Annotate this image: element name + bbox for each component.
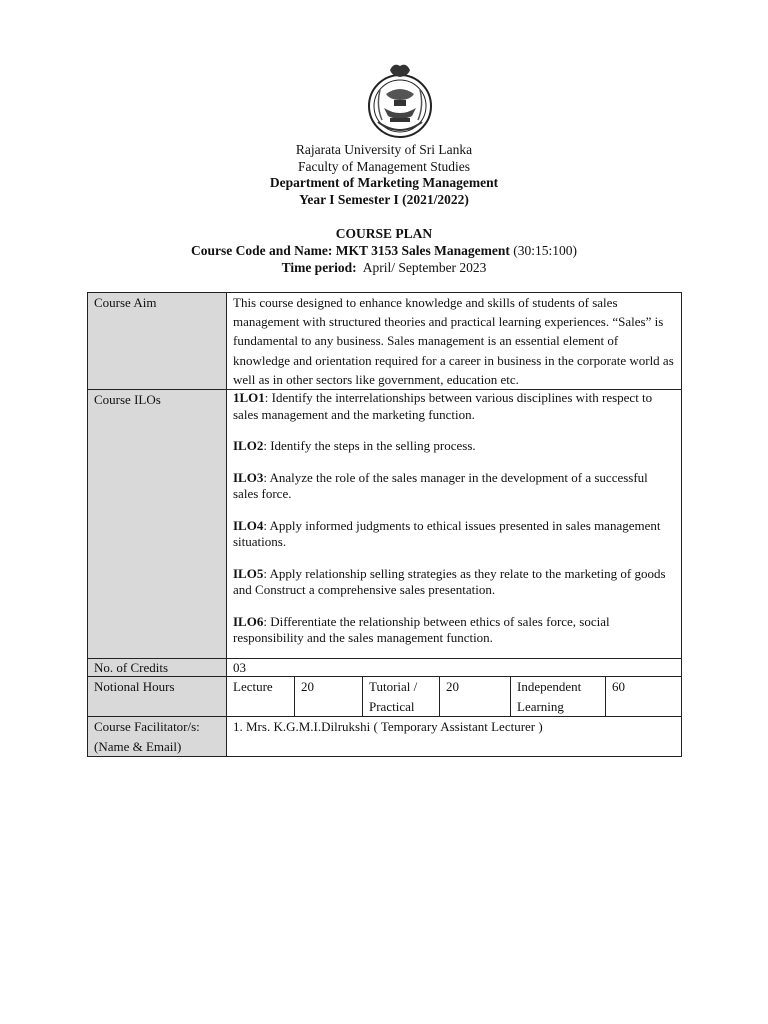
notional-hours-row [88,677,682,717]
tutorial-hours: 20 [440,677,511,716]
university-name: Rajarata University of Sri Lanka [295,142,473,157]
course-ilos-row [88,390,682,659]
ilo-code: ILO5 [233,565,264,581]
ilo-text: : Apply relationship selling strategies as they relate to the marketing of goods and Construct a comprehensive sales presentation. [233,565,666,598]
ilo-item [233,614,675,647]
ilo-item [233,518,675,551]
ilo-item [233,566,675,599]
ilo-text: : Identify the steps in the selling process. [263,438,476,454]
course-aim-row [88,293,682,390]
time-period-line [0,259,768,276]
ilo-code: ILO3 [233,469,264,485]
credits-value: 03 [227,659,682,677]
independent-hours: 60 [606,677,682,716]
notional-hours-table [227,677,681,716]
course-plan-header [0,225,768,276]
ilo-item [233,438,675,455]
course-ilos-list [227,390,682,659]
course-credit-ratio: (30:15:100) [513,243,577,258]
lecture-label: Lecture [233,679,273,695]
credits-label: No. of Credits [88,659,227,677]
facilitator-value: 1. Mrs. K.G.M.I.Dilrukshi ( Temporary Assistant Lecturer ) [227,717,682,757]
course-aim-text: This course designed to enhance knowledge and skills of students of sales management with structured theories and practical learning experiences. “Sales” is fundamental to any business. Sales management is an essential element of knowledge and orientation required for a career in business in the corporate world as well as in other sectors like government, education etc. [227,293,682,390]
department-name: Department of Marketing Management [269,175,499,190]
ilo-code: ILO2 [233,438,264,454]
year-semester: Year I Semester I (2021/2022) [299,191,469,207]
institution-header [0,142,768,208]
independent-label: Independent Learning [511,677,606,716]
tutorial-label: Tutorial / Practical [363,677,440,716]
ilo-code: 1LO1 [233,390,265,406]
course-ilos-label: Course ILOs [88,390,227,659]
course-code-label: Course Code and Name: [191,243,333,258]
ilo-item [233,470,675,503]
ilo-text: : Identify the interrelationships between various disciplines with respect to sales management and the marketing function. [233,390,653,422]
course-plan-table [87,292,682,757]
faculty-name: Faculty of Management Studies [297,158,471,174]
course-code-value: MKT 3153 Sales Management [335,243,510,258]
ilo-item [233,390,675,423]
lecture-hours: 20 [295,677,363,716]
course-plan-title: COURSE PLAN [335,226,433,241]
time-period-label: Time period: [281,260,357,275]
facilitator-label: Course Facilitator/s: (Name & Email) [88,717,227,757]
ilo-text: : Apply informed judgments to ethical issues presented in sales management situations. [233,517,661,550]
credits-row [88,659,682,677]
course-code-line [0,242,768,259]
ilo-text: : Differentiate the relationship between ethics of sales force, social responsibility and the sales management function. [233,613,610,646]
course-aim-label: Course Aim [88,293,227,390]
ilo-text: : Analyze the role of the sales manager in the development of a successful sales force. [233,469,648,502]
facilitator-row [88,717,682,757]
notional-hours-cell [227,677,682,717]
university-crest-logo [364,60,436,140]
notional-hours-label: Notional Hours [88,677,227,717]
ilo-code: ILO6 [233,613,264,629]
time-period-value: April/ September 2023 [362,260,487,275]
ilo-code: ILO4 [233,517,264,533]
